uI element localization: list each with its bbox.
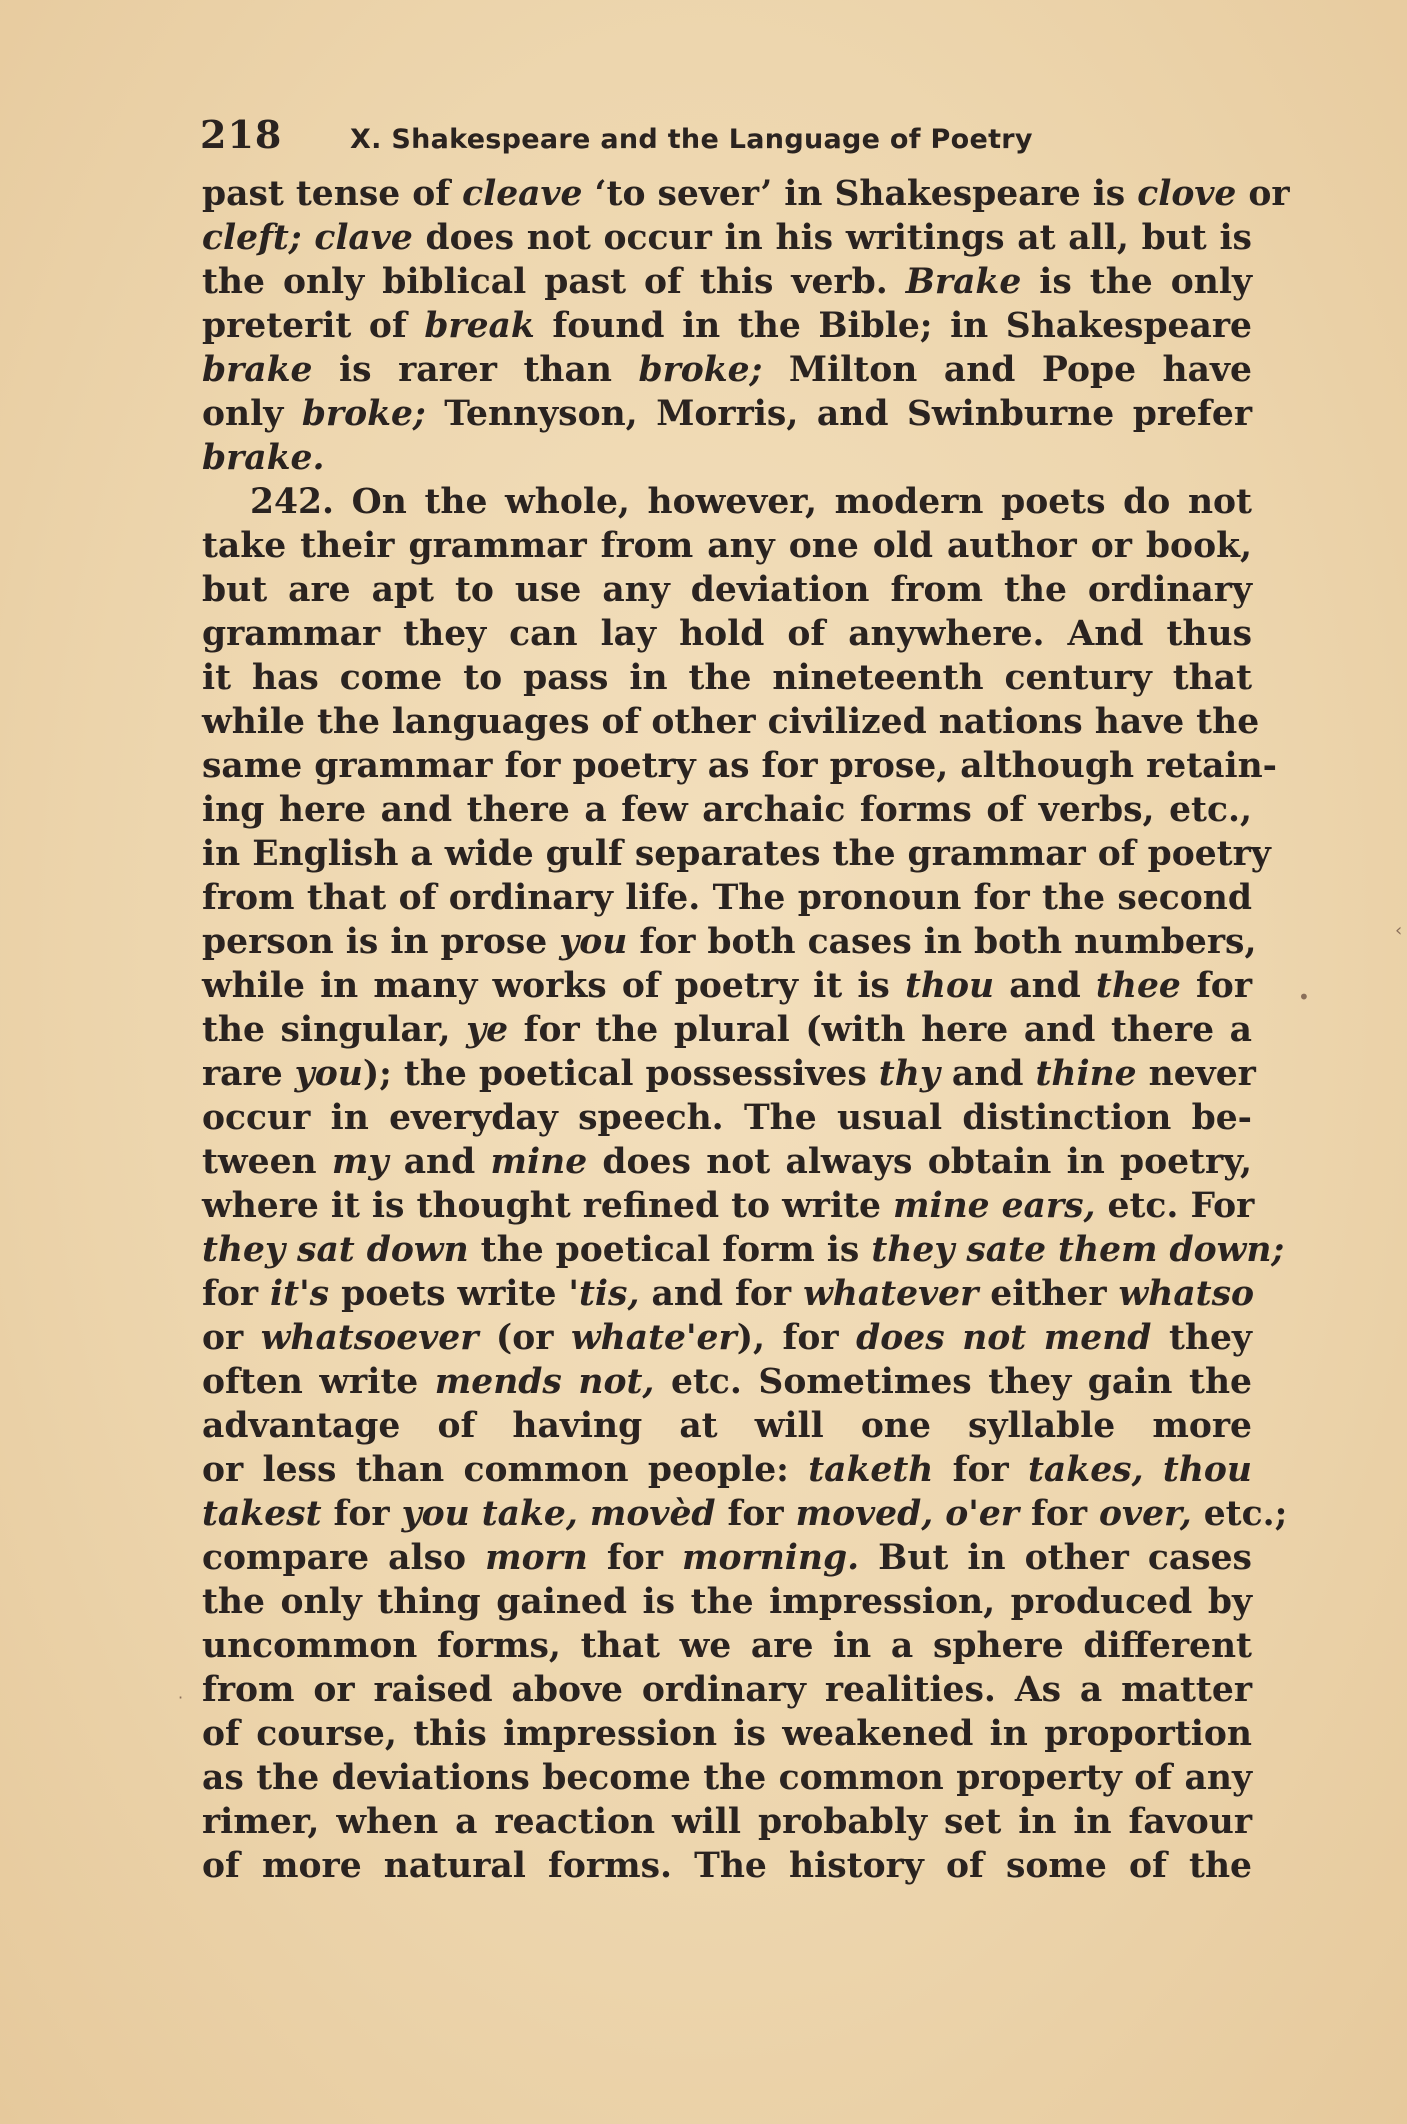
text-run: the only thing gained is the impression, produced by [202, 1582, 1252, 1622]
italic-term: broke; [301, 394, 426, 434]
italic-term: mends not, [434, 1362, 655, 1402]
text-run: take their grammar from any one old author or book, [202, 526, 1252, 566]
italic-term: brake [202, 350, 313, 390]
italic-term: they sate them down; [871, 1230, 1285, 1270]
italic-term: thy [878, 1054, 940, 1094]
text-run: rimer, when a reaction will probably set in in favour [202, 1802, 1252, 1842]
italic-term: mine ears, [892, 1186, 1096, 1226]
running-head: X. Shakespeare and the Language of Poetry [350, 124, 1033, 155]
text-run: ‘to sever’ in Shakespeare is [582, 174, 1138, 214]
text-line [202, 1404, 1252, 1448]
italic-term: thee [1095, 966, 1181, 1006]
text-run: and [388, 1142, 491, 1182]
text-run: for [933, 1450, 1028, 1490]
text-run: for [321, 1494, 402, 1534]
text-run: past tense of [202, 174, 463, 214]
text-run: for both cases in both numbers, [627, 922, 1257, 962]
text-run: but are apt to use any deviation from the ordinary [202, 570, 1252, 610]
text-run: preterit of [202, 306, 425, 346]
text-run: grammar they can lay hold of anywhere. And thus [202, 614, 1252, 654]
text-line [202, 1844, 1252, 1888]
text-line [202, 1624, 1252, 1668]
italic-term: cleft; clave [202, 218, 413, 258]
text-run: tween [202, 1142, 332, 1182]
text-run: while the languages of other civilized nations have the [202, 702, 1260, 742]
text-line [202, 1052, 1256, 1096]
italic-term: cleave [462, 174, 583, 214]
text-line [202, 568, 1252, 612]
text-line [202, 1668, 1252, 1712]
text-line [202, 436, 1252, 480]
italic-term: whate'er [570, 1318, 737, 1358]
text-run: either [978, 1274, 1119, 1314]
italic-term: break [424, 306, 535, 346]
italic-term: mine [490, 1142, 588, 1182]
italic-term: they sat down [202, 1230, 469, 1270]
text-run: is rarer than [312, 350, 639, 390]
text-run: for [1180, 966, 1252, 1006]
text-run: etc.; [1191, 1494, 1288, 1534]
italic-term: whatsoever [260, 1318, 479, 1358]
text-run: ); the poetical possessives [362, 1054, 879, 1094]
text-run: of course, this impression is weakened in proportion [202, 1714, 1252, 1754]
text-line [202, 480, 1252, 524]
body-text [202, 172, 1290, 1888]
text-run: for [587, 1538, 683, 1578]
page-number: 218 [200, 112, 283, 157]
text-run: But in other cases [859, 1538, 1252, 1578]
italic-term: thine [1035, 1054, 1137, 1094]
text-run: they [1151, 1318, 1252, 1358]
text-line [202, 920, 1257, 964]
text-run: etc. Sometimes they gain the [654, 1362, 1252, 1402]
text-run: is the only [1021, 262, 1252, 302]
text-line [202, 1800, 1252, 1844]
italic-term: taketh [808, 1450, 934, 1490]
text-run: found in the Bible; in Shakespeare [534, 306, 1252, 346]
text-line [202, 1448, 1252, 1492]
text-line [202, 1184, 1255, 1228]
text-run: advantage of having at will one syllable more [202, 1406, 1252, 1446]
italic-term: 'tis, [568, 1274, 640, 1314]
italic-term: morn [485, 1538, 588, 1578]
italic-term: you [559, 922, 628, 962]
text-line [202, 1096, 1252, 1140]
italic-term: clove [1137, 174, 1237, 214]
italic-term: whatever [803, 1274, 979, 1314]
text-line [202, 1360, 1252, 1404]
text-line [202, 788, 1252, 832]
italic-term: ye [466, 1010, 509, 1050]
text-run: only [202, 394, 302, 434]
text-line [202, 172, 1290, 216]
text-run: Milton and Pope have [762, 350, 1252, 390]
margin-mark-left: · [178, 1688, 184, 1707]
text-line [202, 832, 1271, 876]
text-line [202, 656, 1252, 700]
text-run: while in many works of poetry it is [202, 966, 905, 1006]
italic-term: you [294, 1054, 363, 1094]
italic-term: my [331, 1142, 389, 1182]
text-run: person is in prose [202, 922, 560, 962]
text-run: and for [639, 1274, 804, 1314]
text-run: rare [202, 1054, 295, 1094]
text-run: it has come to pass in the nineteenth century that [202, 658, 1252, 698]
text-run: from that of ordinary life. The pronoun for the second [202, 878, 1252, 918]
margin-mark-bullet: • [1298, 985, 1310, 1009]
text-run: etc. For [1095, 1186, 1255, 1226]
text-run: compare also [202, 1538, 486, 1578]
text-line [202, 304, 1252, 348]
text-line [202, 348, 1252, 392]
text-line [202, 1580, 1252, 1624]
text-run: uncommon forms, that we are in a sphere different [202, 1626, 1252, 1666]
text-run: and [939, 1054, 1036, 1094]
text-run: for [1018, 1494, 1100, 1534]
text-run: or less than common people: [202, 1450, 809, 1490]
text-line [202, 1316, 1252, 1360]
text-line [202, 1712, 1252, 1756]
text-run: and [994, 966, 1096, 1006]
text-line [202, 964, 1252, 1008]
italic-term: does not mend [856, 1318, 1152, 1358]
text-line [202, 216, 1252, 260]
italic-term: whatso [1118, 1274, 1255, 1314]
text-run: where it is thought refined to write [202, 1186, 893, 1226]
text-run: often write [202, 1362, 435, 1402]
text-run: On the whole, however, modern poets do not [334, 482, 1252, 522]
text-line [202, 524, 1252, 568]
text-run: does not always obtain in poetry, [587, 1142, 1252, 1182]
text-run: in English a wide gulf separates the grammar of poetry [202, 834, 1271, 874]
italic-term: moved, o'er [795, 1494, 1019, 1534]
section-number: 242. [250, 482, 335, 522]
text-line [202, 260, 1252, 304]
text-run: occur in everyday speech. The usual distinction be- [202, 1098, 1252, 1138]
text-line [202, 1536, 1252, 1580]
italic-term: broke; [638, 350, 763, 390]
text-run: never [1136, 1054, 1256, 1094]
text-run: as the deviations become the common property of any [202, 1758, 1252, 1798]
text-run: the only biblical past of this verb. [202, 262, 906, 302]
italic-term: brake. [202, 438, 325, 478]
italic-term: takest [202, 1494, 322, 1534]
italic-term: thou [904, 966, 995, 1006]
text-line [202, 876, 1252, 920]
italic-term: over, [1099, 1494, 1192, 1534]
text-run: the poetical form is [468, 1230, 872, 1270]
text-run: the singular, [202, 1010, 467, 1050]
italic-term: Brake [905, 262, 1022, 302]
text-run: or [202, 1318, 261, 1358]
margin-mark-right: ‹ [1395, 920, 1403, 941]
text-line [202, 612, 1252, 656]
text-line [202, 744, 1277, 788]
italic-term: takes, thou [1028, 1450, 1252, 1490]
text-run: ), for [736, 1318, 857, 1358]
text-run: Tennyson, Morris, and Swinburne prefer [425, 394, 1252, 434]
text-run: for [202, 1274, 271, 1314]
text-run: of more natural forms. The history of some of the [202, 1846, 1252, 1886]
text-line [202, 392, 1252, 436]
text-run: from or raised above ordinary realities. As a matter [202, 1670, 1252, 1710]
text-line [202, 1272, 1255, 1316]
text-run: does not occur in his writings at all, but is [412, 218, 1252, 258]
text-run: same grammar for poetry as for prose, although retain- [202, 746, 1277, 786]
italic-term: it's [270, 1274, 330, 1314]
text-line [202, 1756, 1252, 1800]
text-run: ing here and there a few archaic forms of verbs, etc., [202, 790, 1252, 830]
text-line [202, 1228, 1285, 1272]
text-line [202, 1492, 1288, 1536]
text-line [202, 700, 1260, 744]
page-header [200, 112, 1260, 162]
text-run: for [715, 1494, 796, 1534]
italic-term: morning. [682, 1538, 860, 1578]
text-run: poets write [329, 1274, 569, 1314]
text-line [202, 1140, 1252, 1184]
text-run: for the plural (with here and there a [508, 1010, 1252, 1050]
text-run: or [1236, 174, 1290, 214]
text-line [202, 1008, 1252, 1052]
text-run: (or [478, 1318, 571, 1358]
italic-term: you take, movèd [401, 1494, 716, 1534]
